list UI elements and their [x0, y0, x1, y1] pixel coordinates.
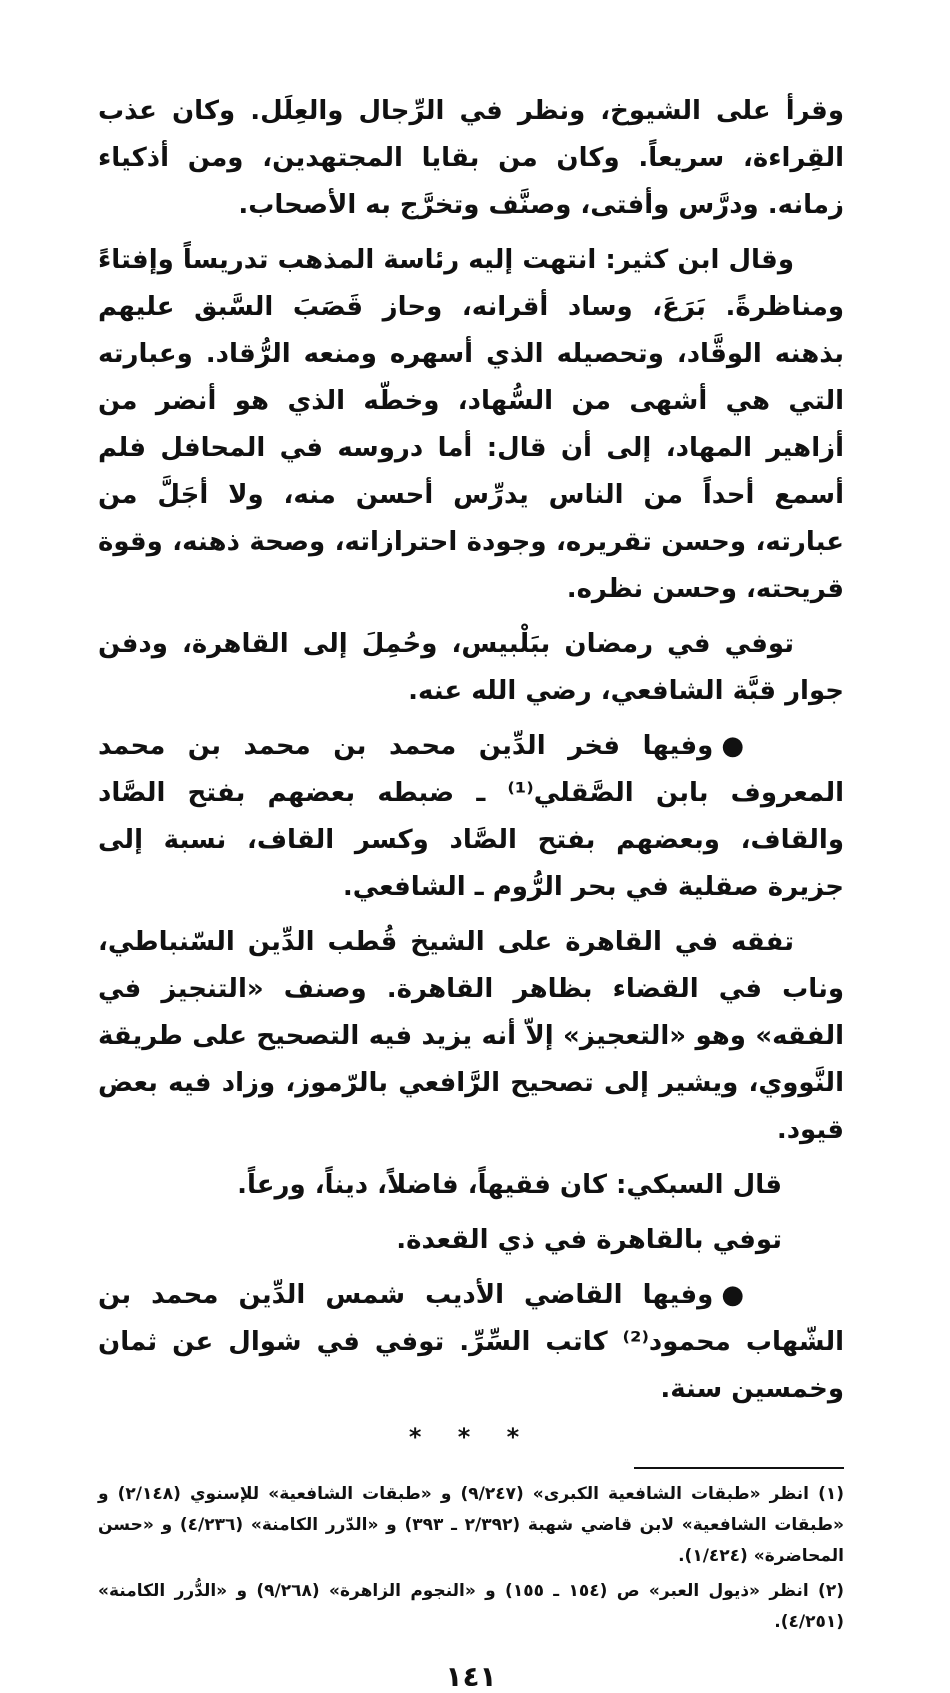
paragraph: قال السبكي: كان فقيهاً، فاضلاً، ديناً، ورعاً. [237, 1170, 782, 1200]
footnote: (١) انظر «طبقات الشافعية الكبرى» (٩/٢٤٧) و «طبقات الشافعية» للإسنوي (٢/١٤٨) و «طبقات الشافعية» لابن قاضي شهبة (٢/٣٩٢ ـ ٣٩٣) و «الدّرر الكامنة» (٤/٢٣٦) و «حسن المحاضرة» (١/٤٢٤). [98, 1484, 845, 1566]
page-number: ١٤١ [445, 1660, 497, 1693]
entry-paragraph [98, 723, 844, 911]
paragraph: وقرأ على الشيوخ، ونظر في الرِّجال والعِلَل. وكان عذب القِراءة، سريعاً. وكان من بقايا المجتهدين، ومن أذكياء زمانه. ودرَّس وأفتى، وصنَّف وتخرَّج به الأصحاب. [98, 96, 844, 220]
footnote-divider [634, 1467, 844, 1469]
paragraph: تفقه في القاهرة على الشيخ قُطب الدِّين السّنباطي، وناب في القضاء بظاهر القاهرة. وصنف «التنجيز في الفقه» وهو «التعجيز» إلاّ أنه يزيد فيه التصحيح على طريقة النَّووي، ويشير إلى تصحيح الرَّافعي بالرّموز، وزاد فيه بعض قيود. [98, 927, 844, 1145]
main-text [98, 88, 844, 1413]
paragraph: توفي بالقاهرة في ذي القعدة. [396, 1225, 782, 1255]
book-page [98, 88, 844, 1693]
section-separator: * * * [408, 1423, 534, 1451]
bullet-icon: ● [721, 1280, 744, 1310]
footnotes [98, 1479, 844, 1638]
paragraph: توفي في رمضان ببَلْبيس، وحُمِلَ إلى القاهرة، ودفن جوار قبَّة الشافعي، رضي الله عنه. [98, 629, 844, 706]
bullet-icon: ● [721, 731, 744, 761]
paragraph: وقال ابن كثير: انتهت إليه رئاسة المذهب تدريساً وإفتاءً ومناظرةً. بَرَعَ، وساد أقرانه، وحاز قَصَبَ السَّبق عليهم بذهنه الوقَّاد، وتحصيله الذي أسهره ومنعه الرُّقاد. وعبارته التي هي أشهى من السُّهاد، وخطّه الذي هو أنضر من أزاهير المهاد، إلى أن قال: أما دروسه في المحافل فلم أسمع أحداً من الناس يدرِّس أحسن منه، ولا أجَلَّ من عبارته، وحسن تقريره، وجودة احترازاته، وصحة ذهنه، وقوة قريحته، وحسن نظره. [98, 245, 844, 604]
entry-text: وفيها القاضي الأديب شمس الدِّين محمد بن الشّهاب محمود⁽²⁾ كاتب السِّرِّ. توفي في شوال عن ثمان وخمسين سنة. [98, 1280, 844, 1404]
footnote: (٢) انظر «ذيول العبر» ص (١٥٤ ـ ١٥٥) و «النجوم الزاهرة» (٩/٢٦٨) و «الدُّرر الكامنة» (٤/٢٥١). [98, 1581, 844, 1632]
entry-text: وفيها فخر الدِّين محمد بن محمد بن محمد المعروف بابن الصَّقلي⁽¹⁾ ـ ضبطه بعضهم بفتح الصَّاد والقاف، وبعضهم بفتح الصَّاد وكسر القاف، نسبة إلى جزيرة صقلية في بحر الرُّوم ـ الشافعي. [98, 731, 844, 902]
entry-paragraph [98, 1272, 844, 1413]
